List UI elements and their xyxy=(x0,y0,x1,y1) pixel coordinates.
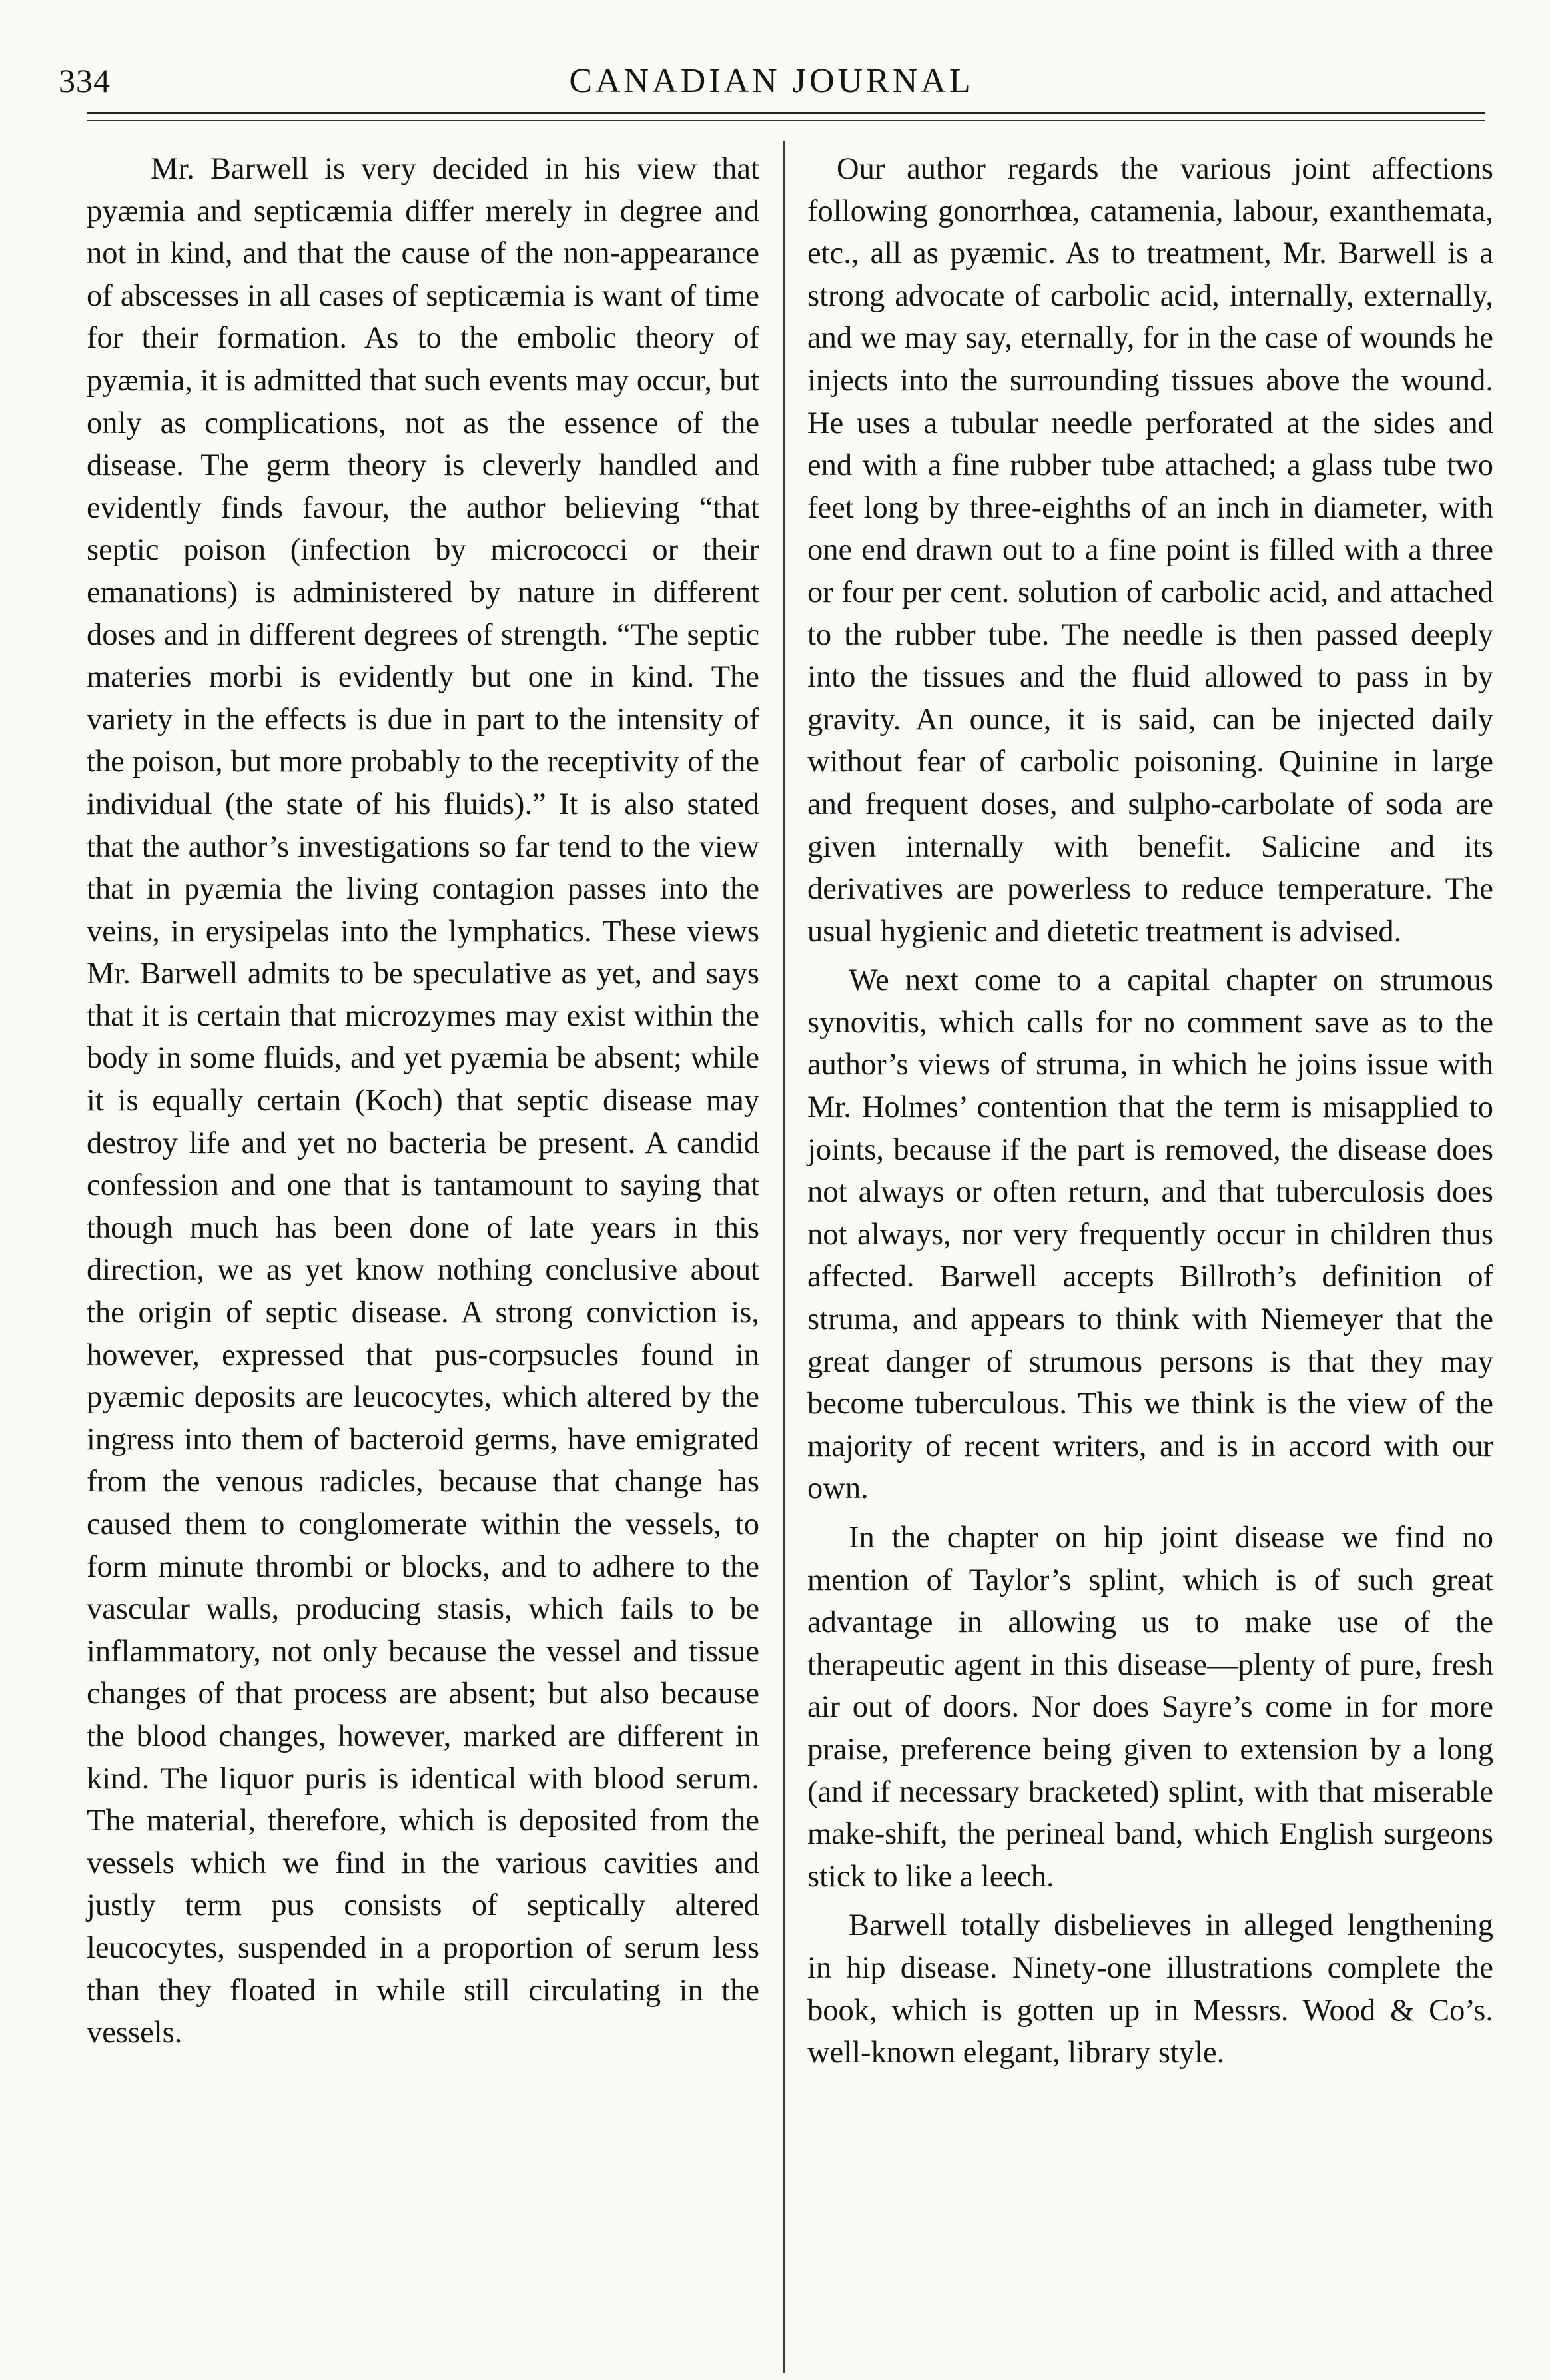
header-rule-top xyxy=(87,112,1485,114)
running-title: CANADIAN JOURNAL xyxy=(569,62,974,100)
right-paragraph-1: Our author regards the various joint affections following gonorrhœa, catamenia, labour, exanthemata, etc., all as pyæmic. As to treatment, Mr. Barwell is a strong advocate of carbolic acid, internally, externally, and we may say, eternally, for in the case of wounds he injects into the surrounding tissues above the wound. He uses a tubular needle perforated at the sides and end with a fine rubber tube attached; a glass tube two feet long by three-eighths of an inch in diameter, with one end drawn out to a fine point is filled with a three or four per cent. solution of carbolic acid, and attached to the rubber tube. The needle is then passed deeply into the tissues and the fluid allowed to pass in by gravity. An ounce, it is said, can be injected daily without fear of carbolic poisoning. Quinine in large and frequent doses, and sulpho-carbolate of soda are given internally with benefit. Salicine and its derivatives are powerless to reduce temperature. The usual hygienic and dietetic treatment is advised. xyxy=(807,152,1493,949)
column-divider xyxy=(783,141,785,2373)
right-paragraph-3: In the chapter on hip joint disease we find no mention of Taylor’s splint, which is of such great advantage in allowing us to make use of the therapeutic agent in this disease—plenty of pure, fresh air out of doors. Nor does Sayre’s come in for more praise, preference being given to extension by a long (and if necessary bracketed) splint, with that miserable make-shift, the perineal band, which English surgeons stick to like a leech. xyxy=(807,1521,1493,1894)
right-paragraph-2: We next come to a capital chapter on strumous synovitis, which calls for no comment save as to the author’s views of struma, in which he joins issue with Mr. Holmes’ contention that the term is misapplied to joints, because if the part is removed, the disease does not always or often return, and that tuberculosis does not always, nor very frequently occur in children thus affected. Barwell accepts Billroth’s definition of struma, and appears to think with Niemeyer that the great danger of strumous persons is that they may become tuberculous. This we think is the view of the majority of recent writers, and is in accord with our own. xyxy=(807,963,1493,1506)
left-column xyxy=(87,148,759,2054)
right-column xyxy=(807,148,1493,2074)
page-header xyxy=(59,61,1484,115)
page-number: 334 xyxy=(59,62,111,99)
right-paragraph-4: Barwell totally disbelieves in alleged lengthening in hip disease. Ninety-one illustrations complete the book, which is gotten up in Messrs. Wood & Co’s. well-known elegant, library style. xyxy=(807,1908,1493,2070)
left-paragraph-1: Mr. Barwell is very decided in his view that pyæmia and septicæmia differ merely in degree and not in kind, and that the cause of the non-appearance of abscesses in all cases of septicæmia is want of time for their formation. As to the embolic theory of pyæmia, it is admitted that such events may occur, but only as complications, not as the essence of the disease. The germ theory is cleverly handled and evidently finds favour, the author believing “that septic poison (infection by micrococci or their emanations) is administered by nature in different doses and in different degrees of strength. “The septic materies morbi is evidently but one in kind. The variety in the effects is due in part to the intensity of the poison, but more probably to the receptivity of the individual (the state of his fluids).” It is also stated that the author’s investigations so far tend to the view that in pyæmia the living contagion passes into the veins, in erysipelas into the lymphatics. These views Mr. Barwell admits to be speculative as yet, and says that it is certain that microzymes may exist within the body in some fluids, and yet pyæmia be absent; while it is equally certain (Koch) that septic disease may destroy life and yet no bacteria be present. A candid confession and one that is tantamount to saying that though much has been done of late years in this direction, we as yet know nothing conclusive about the origin of septic disease. A strong conviction is, however, expressed that pus-corpsucles found in pyæmic deposits are leucocytes, which altered by the ingress into them of bacteroid germs, have emigrated from the venous radicles, because that change has caused them to conglomerate within the vessels, to form minute thrombi or blocks, and to adhere to the vascular walls, producing stasis, which fails to be inflammatory, not only because the vessel and tissue changes of that process are absent; but also because the blood changes, however, marked are different in kind. The liquor puris is identical with blood serum. The material, therefore, which is deposited from the vessels which we find in the various cavities and justly term pus consists of septically altered leucocytes, suspended in a proportion of serum less than they floated in while still circulating in the vessels. xyxy=(87,152,759,2050)
header-rule-bottom xyxy=(87,120,1485,121)
